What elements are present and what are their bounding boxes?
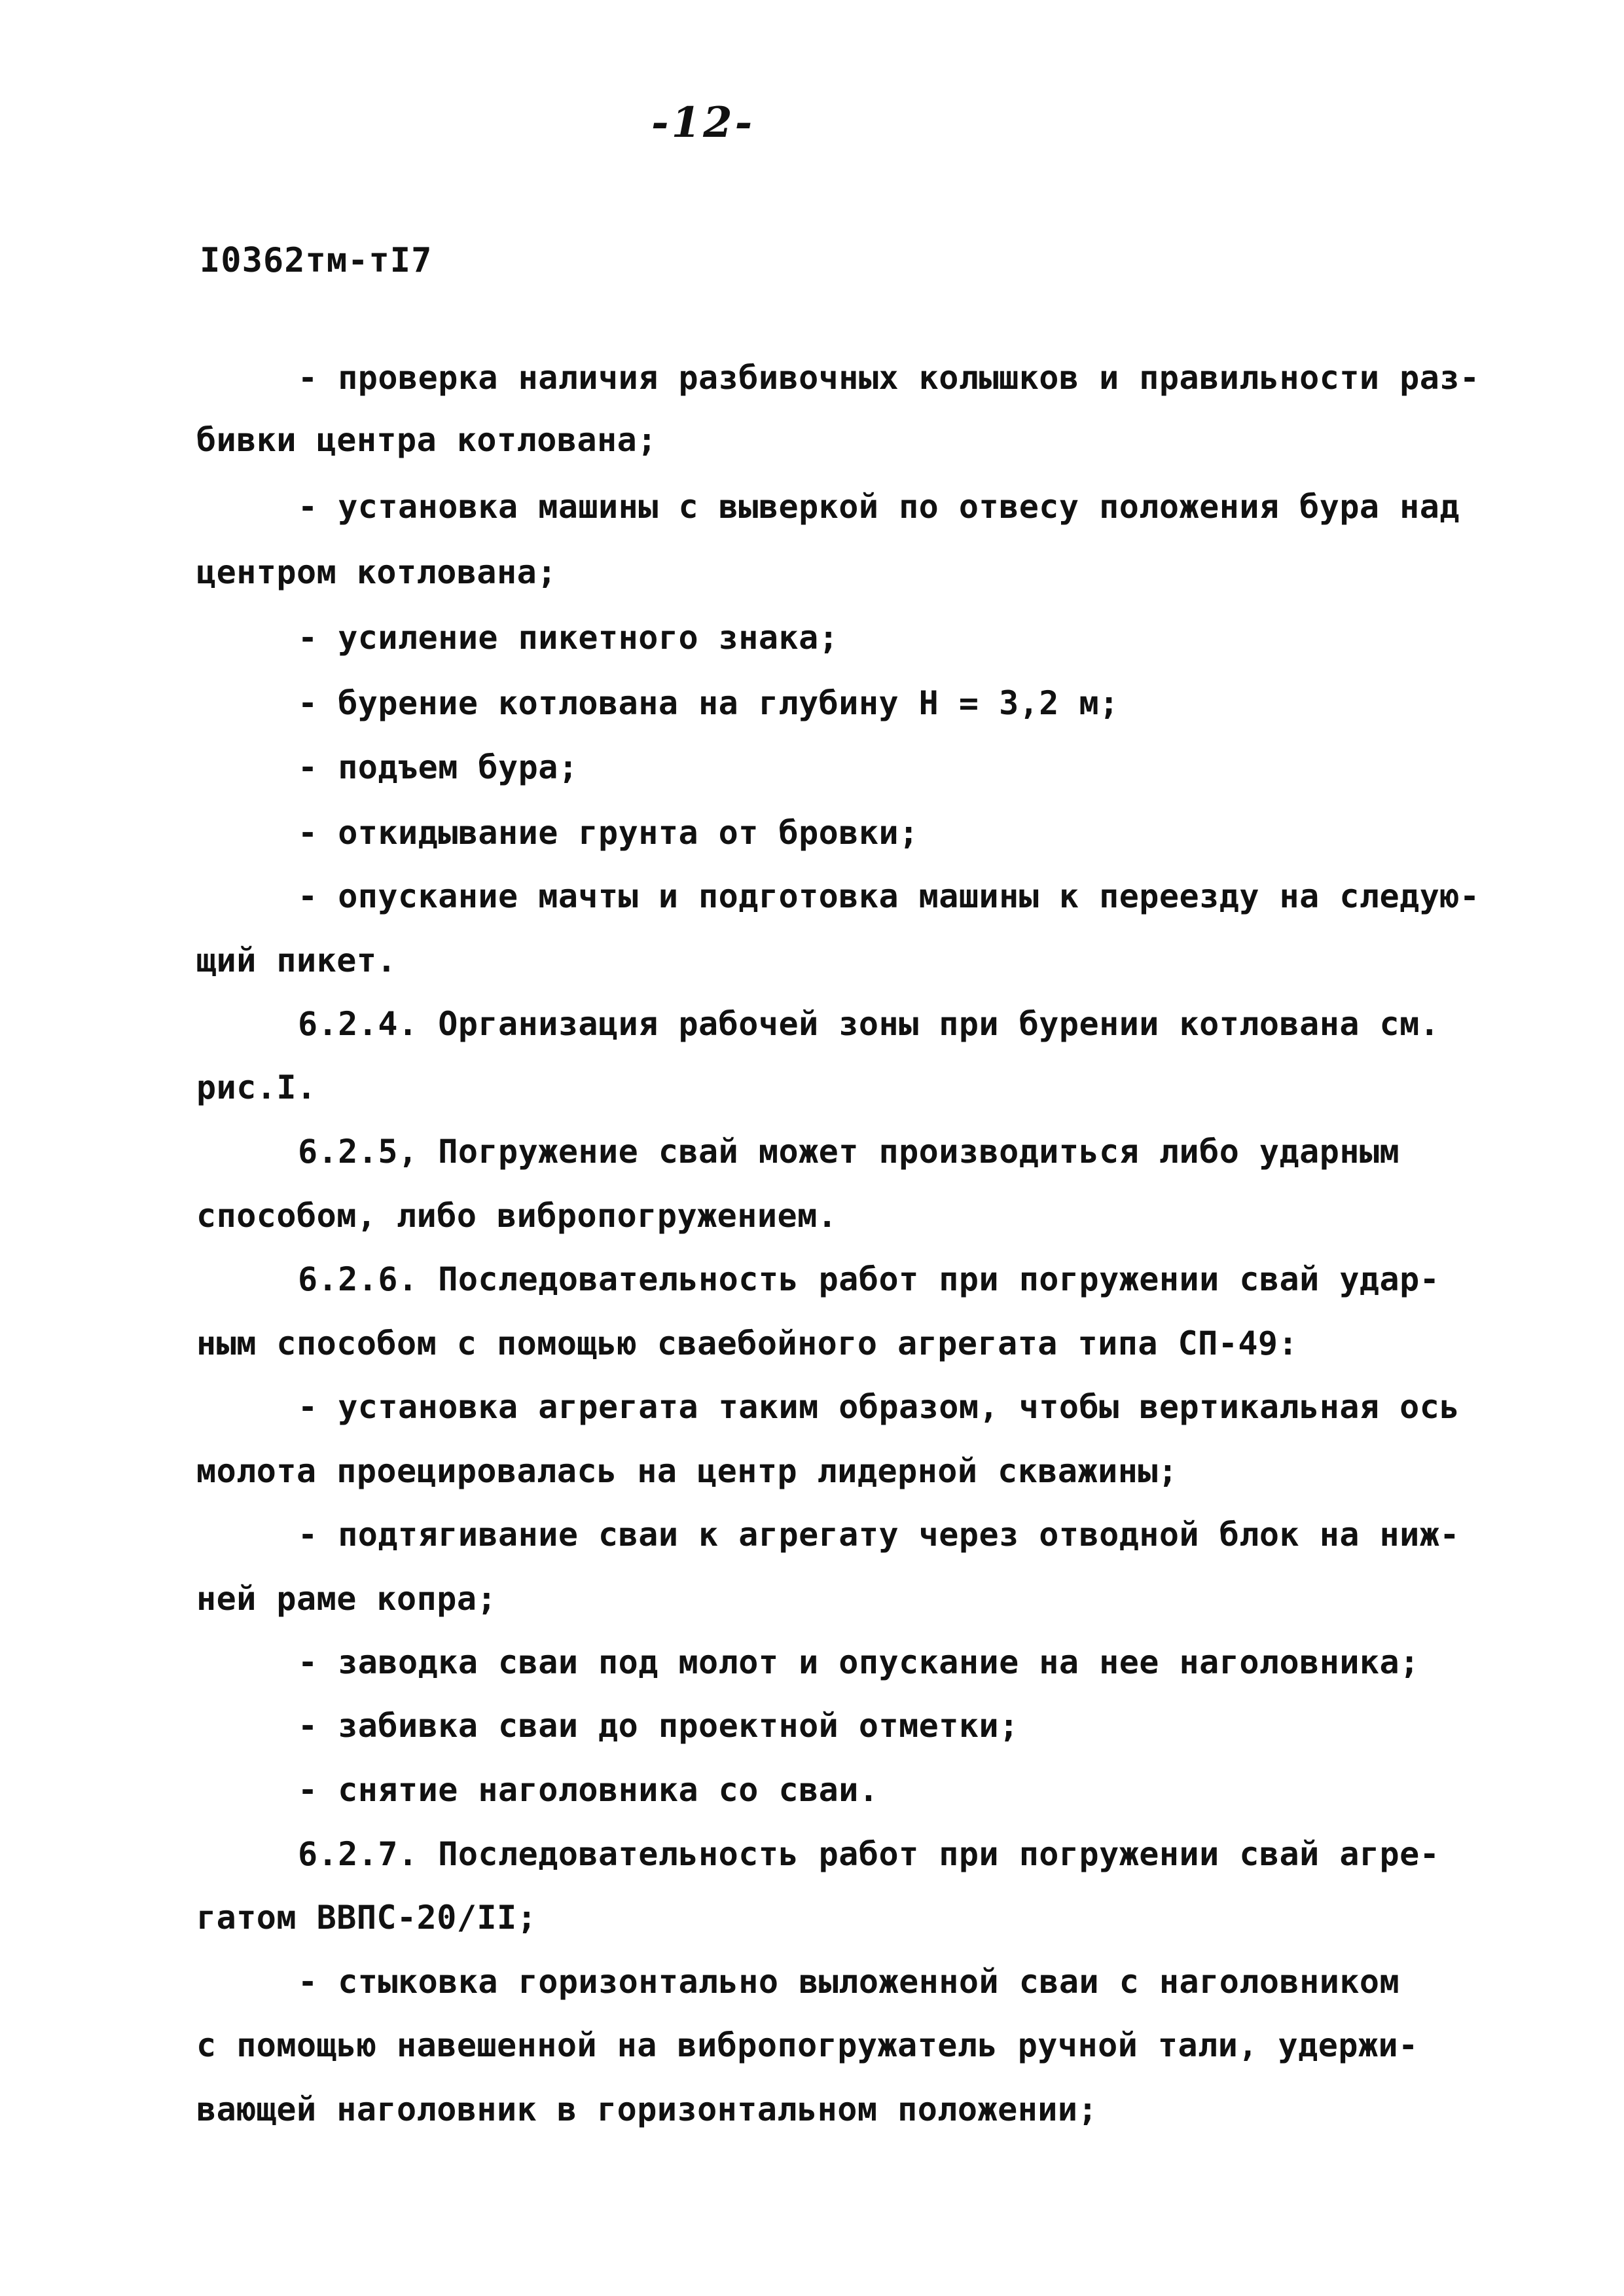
text-line: - откидывание грунта от бровки;	[298, 814, 919, 852]
text-line: ней раме копра;	[196, 1580, 497, 1618]
text-line: способом, либо вибропогружением.	[196, 1197, 838, 1235]
text-line: - проверка наличия разбивочных колышков и правильности раз-	[298, 359, 1480, 397]
text-line: - заводка сваи под молот и опускание на нее наголовника;	[298, 1643, 1420, 1681]
text-line: - установка агрегата таким образом, чтобы вертикальная ось	[298, 1388, 1460, 1426]
text-line: бивки центра котлована;	[196, 421, 657, 459]
text-line: - подтягивание сваи к агрегату через отводной блок на ниж-	[298, 1516, 1460, 1554]
text-line: 6.2.6. Последовательность работ при погружении свай удар-	[298, 1260, 1440, 1298]
text-line: молота проецировалась на центр лидерной скважины;	[196, 1452, 1178, 1490]
page-number: -12-	[651, 98, 755, 147]
text-line: - установка машины с выверкой по отвесу положения бура над	[298, 488, 1460, 526]
text-line: 6.2.4. Организация рабочей зоны при бурении котлована см.	[298, 1005, 1440, 1043]
document-code: I0362тм-тI7	[200, 241, 433, 280]
text-line: гатом ВВПС-20/II;	[196, 1899, 537, 1937]
text-line: центром котлована;	[196, 553, 557, 591]
text-line: - бурение котлована на глубину Н = 3,2 м;	[298, 684, 1119, 722]
text-line: 6.2.7. Последовательность работ при погружении свай агре-	[298, 1835, 1440, 1873]
text-line: вающей наголовник в горизонтальном положении;	[196, 2090, 1098, 2128]
text-line: - забивка сваи до проектной отметки;	[298, 1707, 1019, 1745]
text-line: - подъем бура;	[298, 748, 579, 786]
text-line: рис.I.	[196, 1068, 317, 1106]
text-line: 6.2.5, Погружение свай может производиться либо ударным	[298, 1133, 1400, 1171]
text-line: - снятие наголовника со сваи.	[298, 1771, 879, 1809]
text-line: - стыковка горизонтально выложенной сваи с наголовником	[298, 1963, 1400, 2001]
text-line: - опускание мачты и подготовка машины к переезду на следую-	[298, 877, 1480, 915]
text-line: с помощью навешенной на вибропогружатель ручной тали, удержи-	[196, 2026, 1418, 2064]
text-line: - усиление пикетного знака;	[298, 619, 839, 657]
text-line: щий пикет.	[196, 941, 397, 979]
text-line: ным способом с помощью сваебойного агрегата типа СП-49:	[196, 1324, 1299, 1362]
